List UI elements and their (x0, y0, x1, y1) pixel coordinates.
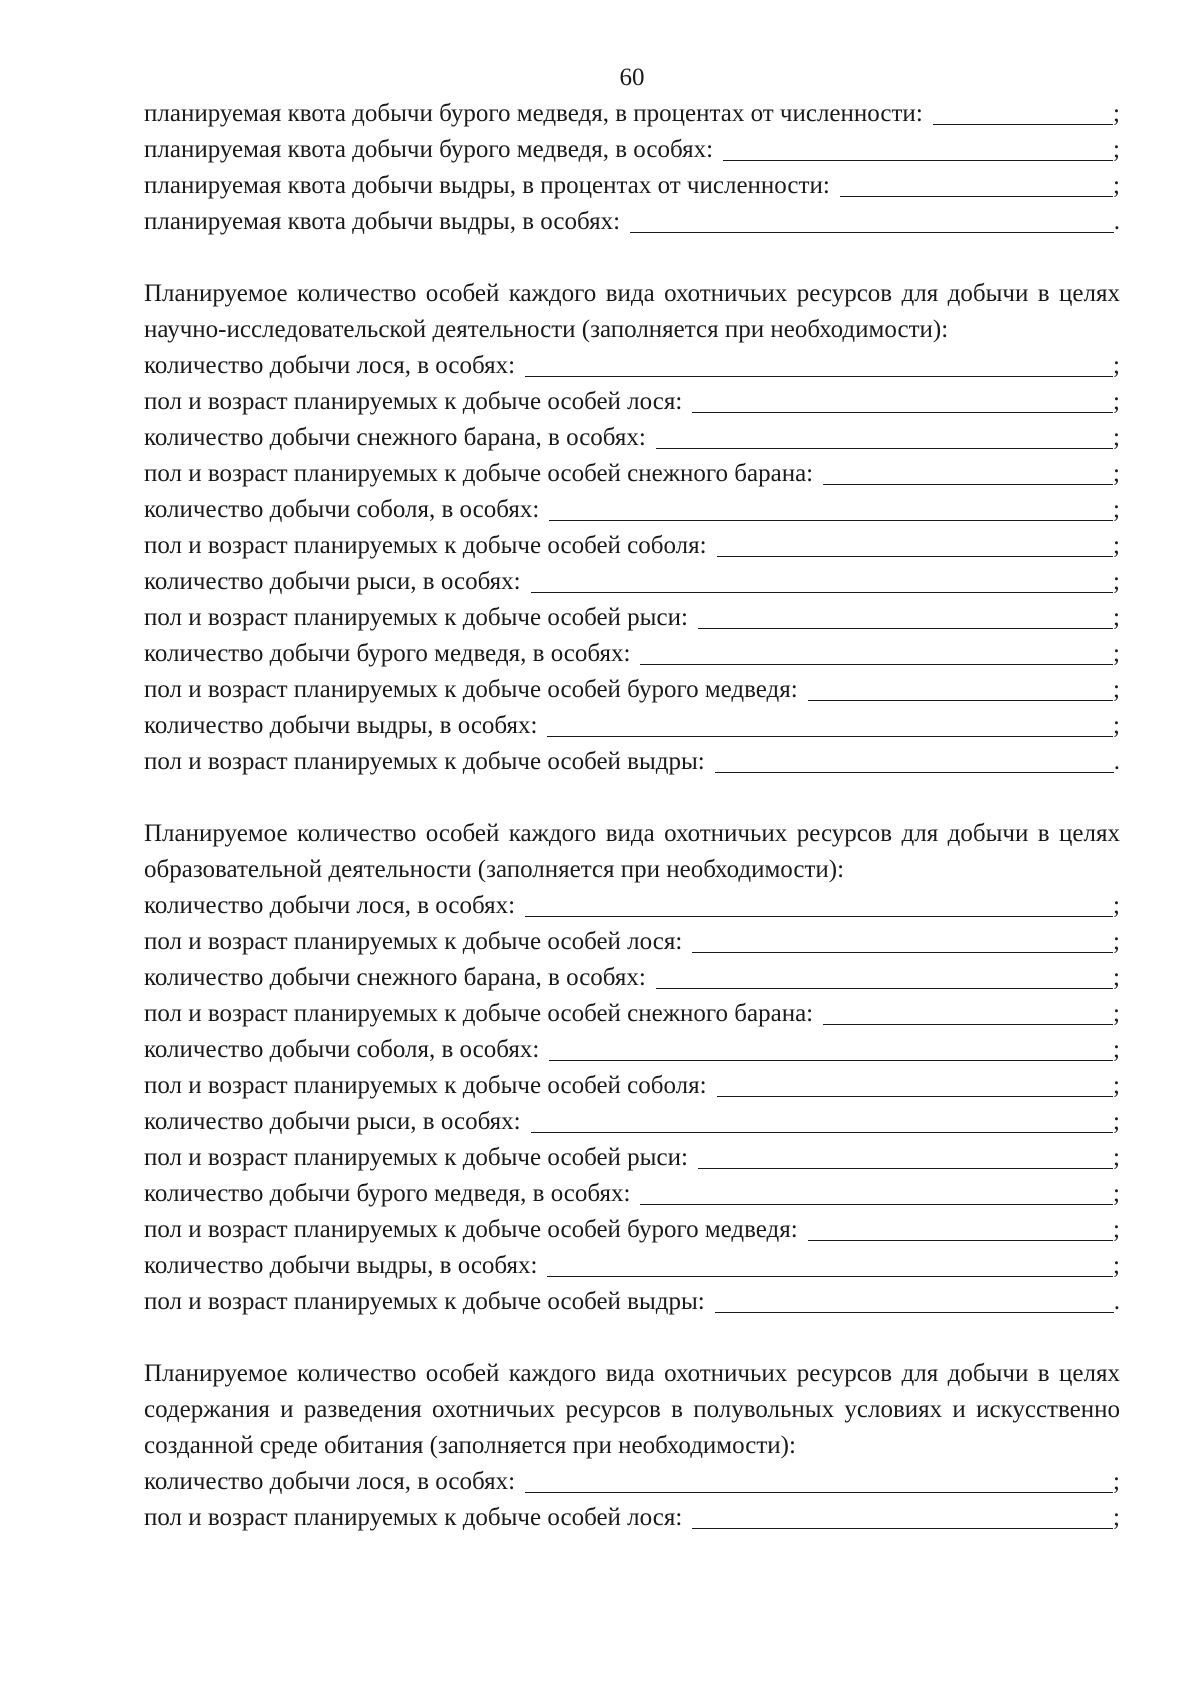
form-field-line (144, 1464, 1120, 1500)
form-field-line (144, 1032, 1120, 1068)
field-blank[interactable] (531, 568, 1113, 593)
field-end-punct: ; (1113, 604, 1120, 631)
field-label: пол и возраст планируемых к добыче особей соболя: (144, 532, 707, 559)
field-end-punct: ; (1113, 928, 1120, 955)
document-page (144, 60, 1120, 1536)
field-blank[interactable] (692, 1504, 1113, 1529)
field-blank[interactable] (547, 1252, 1113, 1277)
field-blank[interactable] (547, 712, 1113, 737)
form-field-line (144, 348, 1120, 384)
section-intro: Планируемое количество особей каждого вида охотничьих ресурсов для добычи в целях научно-исследовательской деятельности (заполняется при необходимости): (144, 280, 1120, 343)
field-label: пол и возраст планируемых к добыче особей выдры: (144, 748, 705, 775)
form-field-line (144, 528, 1120, 564)
field-label: количество добычи рыси, в особях: (144, 1108, 521, 1135)
field-label: пол и возраст планируемых к добыче особей снежного барана: (144, 1000, 814, 1027)
field-blank[interactable] (698, 604, 1113, 629)
form-field-line (144, 168, 1120, 204)
field-end-punct: ; (1113, 532, 1120, 559)
field-blank[interactable] (640, 640, 1113, 665)
field-end-punct: ; (1113, 712, 1120, 739)
form-field-line (144, 636, 1120, 672)
field-end-punct: ; (1113, 496, 1120, 523)
field-end-punct: . (1113, 1288, 1120, 1315)
form-field-line (144, 456, 1120, 492)
field-label: пол и возраст планируемых к добыче особей рыси: (144, 1144, 688, 1171)
field-end-punct: ; (1113, 388, 1120, 415)
field-label: количество добычи бурого медведя, в особях: (144, 640, 631, 667)
field-blank[interactable] (808, 676, 1113, 701)
field-end-punct: ; (1113, 1000, 1120, 1027)
field-label: количество добычи рыси, в особях: (144, 568, 521, 595)
field-label: количество добычи соболя, в особях: (144, 1036, 540, 1063)
form-field-line (144, 600, 1120, 636)
field-end-punct: ; (1113, 136, 1120, 163)
paragraph-gap (144, 240, 1120, 276)
field-end-punct: ; (1113, 424, 1120, 451)
field-label: пол и возраст планируемых к добыче особей бурого медведя: (144, 1216, 798, 1243)
form-field-line (144, 1284, 1120, 1320)
form-field-line (144, 1500, 1120, 1536)
form-field-line (144, 384, 1120, 420)
field-end-punct: ; (1113, 460, 1120, 487)
form-field-line (144, 132, 1120, 168)
field-blank[interactable] (717, 532, 1113, 557)
field-end-punct: ; (1113, 1216, 1120, 1243)
field-blank[interactable] (656, 964, 1113, 989)
field-blank[interactable] (630, 208, 1114, 233)
field-label: количество добычи лося, в особях: (144, 352, 516, 379)
field-blank[interactable] (692, 388, 1113, 413)
field-blank[interactable] (656, 424, 1113, 449)
form-field-line (144, 564, 1120, 600)
section-intro: Планируемое количество особей каждого вида охотничьих ресурсов для добычи в целях образовательной деятельности (заполняется при необходимости): (144, 820, 1120, 883)
field-label: пол и возраст планируемых к добыче особей лося: (144, 388, 683, 415)
field-label: количество добычи выдры, в особях: (144, 1252, 538, 1279)
field-label: пол и возраст планируемых к добыче особей выдры: (144, 1288, 705, 1315)
field-end-punct: ; (1113, 1504, 1120, 1531)
field-end-punct: ; (1113, 964, 1120, 991)
field-label: пол и возраст планируемых к добыче особей соболя: (144, 1072, 707, 1099)
section-quota (144, 96, 1120, 240)
field-blank[interactable] (715, 1288, 1114, 1313)
field-end-punct: ; (1113, 352, 1120, 379)
section-educational (144, 816, 1120, 1320)
form-field-line (144, 1248, 1120, 1284)
form-field-line (144, 492, 1120, 528)
field-label: количество добычи соболя, в особях: (144, 496, 540, 523)
form-field-line (144, 744, 1120, 780)
field-blank[interactable] (692, 928, 1113, 953)
field-blank[interactable] (715, 748, 1114, 773)
field-end-punct: ; (1113, 172, 1120, 199)
form-field-line (144, 996, 1120, 1032)
field-end-punct: ; (1113, 1468, 1120, 1495)
form-field-line (144, 960, 1120, 996)
field-end-punct: ; (1113, 100, 1120, 127)
field-label: количество добычи лося, в особях: (144, 892, 516, 919)
field-blank[interactable] (840, 172, 1113, 197)
field-label: пол и возраст планируемых к добыче особей рыси: (144, 604, 688, 631)
form-field-line (144, 204, 1120, 240)
form-field-line (144, 888, 1120, 924)
field-label: планируемая квота добычи бурого медведя, в процентах от численности: (144, 100, 923, 127)
field-blank[interactable] (640, 1180, 1113, 1205)
section-research (144, 276, 1120, 780)
field-blank[interactable] (723, 136, 1113, 161)
field-blank[interactable] (549, 1036, 1113, 1061)
field-blank[interactable] (717, 1072, 1113, 1097)
field-blank[interactable] (698, 1144, 1113, 1169)
field-blank[interactable] (525, 352, 1113, 377)
section-breeding (144, 1356, 1120, 1536)
field-end-punct: ; (1113, 1252, 1120, 1279)
form-field-line (144, 1212, 1120, 1248)
field-end-punct: ; (1113, 892, 1120, 919)
field-end-punct: . (1113, 748, 1120, 775)
field-blank[interactable] (549, 496, 1113, 521)
form-field-line (144, 1104, 1120, 1140)
field-end-punct: ; (1113, 1108, 1120, 1135)
form-field-line (144, 96, 1120, 132)
field-blank[interactable] (823, 1000, 1113, 1025)
field-label: количество добычи снежного барана, в особях: (144, 964, 646, 991)
field-end-punct: ; (1113, 640, 1120, 667)
field-blank[interactable] (933, 100, 1113, 125)
field-end-punct: ; (1113, 676, 1120, 703)
section-intro: Планируемое количество особей каждого вида охотничьих ресурсов для добычи в целях содержания и разведения охотничьих ресурсов в полувольных условиях и искусственно созданной среде обитания (заполняется при необходимости): (144, 1360, 1120, 1459)
form-field-line (144, 924, 1120, 960)
paragraph-gap (144, 1320, 1120, 1356)
field-blank[interactable] (808, 1216, 1113, 1241)
field-label: количество добычи лося, в особях: (144, 1468, 516, 1495)
field-blank[interactable] (525, 1468, 1113, 1493)
field-end-punct: ; (1113, 1180, 1120, 1207)
form-field-line (144, 420, 1120, 456)
field-label: планируемая квота добычи бурого медведя, в особях: (144, 136, 714, 163)
field-label: количество добычи выдры, в особях: (144, 712, 538, 739)
field-end-punct: ; (1113, 1072, 1120, 1099)
field-label: количество добычи снежного барана, в особях: (144, 424, 646, 451)
field-end-punct: ; (1113, 568, 1120, 595)
field-label: пол и возраст планируемых к добыче особей лося: (144, 1504, 683, 1531)
field-end-punct: ; (1113, 1144, 1120, 1171)
form-field-line (144, 1176, 1120, 1212)
paragraph-gap (144, 780, 1120, 816)
field-label: пол и возраст планируемых к добыче особей лося: (144, 928, 683, 955)
form-field-line (144, 1068, 1120, 1104)
field-label: количество добычи бурого медведя, в особях: (144, 1180, 631, 1207)
form-field-line (144, 708, 1120, 744)
field-blank[interactable] (531, 1108, 1113, 1133)
field-blank[interactable] (525, 892, 1113, 917)
field-label: пол и возраст планируемых к добыче особей бурого медведя: (144, 676, 798, 703)
form-field-line (144, 1140, 1120, 1176)
field-end-punct: . (1113, 208, 1120, 235)
field-blank[interactable] (823, 460, 1113, 485)
field-label: пол и возраст планируемых к добыче особей снежного барана: (144, 460, 814, 487)
field-label: планируемая квота добычи выдры, в процентах от численности: (144, 172, 830, 199)
field-label: планируемая квота добычи выдры, в особях: (144, 208, 621, 235)
form-field-line (144, 672, 1120, 708)
page-number: 60 (619, 64, 645, 91)
field-end-punct: ; (1113, 1036, 1120, 1063)
